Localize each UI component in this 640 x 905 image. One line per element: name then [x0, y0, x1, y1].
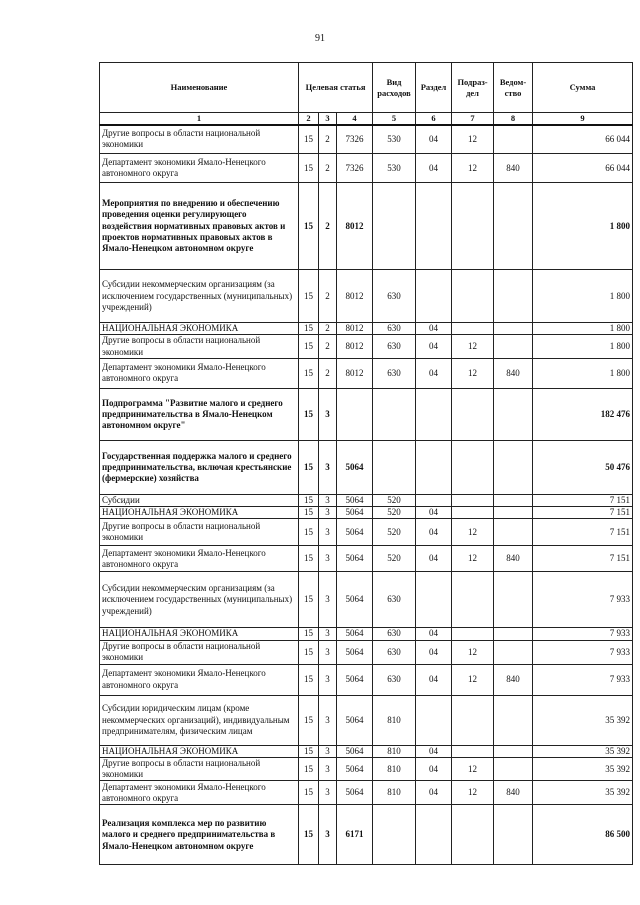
- header-row: [100, 63, 633, 113]
- table-row: [100, 664, 633, 695]
- table-row: [100, 440, 633, 494]
- cell-sum: 35 392: [533, 781, 633, 805]
- cell-subsection: 12: [452, 358, 494, 388]
- cell-department-code: 840: [494, 664, 533, 695]
- cell-subsection: [452, 323, 494, 335]
- colnum: 1: [100, 113, 299, 125]
- cell-section: 04: [416, 154, 452, 183]
- cell-row-name: НАЦИОНАЛЬНАЯ ЭКОНОМИКА: [100, 507, 299, 519]
- cell-sum: 50 476: [533, 440, 633, 494]
- cell-program-code: 15: [299, 745, 319, 757]
- cell-expense-type: [373, 440, 416, 494]
- cell-article-code: 8012: [337, 270, 373, 323]
- cell-expense-type: 520: [373, 519, 416, 546]
- table-row: [100, 805, 633, 865]
- cell-sum: 1 800: [533, 270, 633, 323]
- budget-table: [99, 62, 633, 865]
- cell-subsection: 12: [452, 335, 494, 359]
- cell-subsection: [452, 494, 494, 506]
- cell-expense-type: 630: [373, 323, 416, 335]
- table-row: [100, 335, 633, 359]
- cell-expense-type: 630: [373, 270, 416, 323]
- cell-program-code: 15: [299, 757, 319, 781]
- cell-subprogram-code: 2: [319, 335, 337, 359]
- cell-program-code: 15: [299, 507, 319, 519]
- cell-subprogram-code: 3: [319, 572, 337, 628]
- cell-row-name: Субсидии: [100, 494, 299, 506]
- cell-row-name: Департамент экономики Ямало-Ненецкого автономного округа: [100, 358, 299, 388]
- table-row: [100, 494, 633, 506]
- cell-sum: 35 392: [533, 745, 633, 757]
- cell-sum: 86 500: [533, 805, 633, 865]
- cell-row-name: Другие вопросы в области национальной экономики: [100, 519, 299, 546]
- cell-sum: 7 933: [533, 628, 633, 640]
- cell-program-code: 15: [299, 270, 319, 323]
- header-name: Наименование: [100, 63, 299, 113]
- cell-article-code: 7326: [337, 154, 373, 183]
- cell-subsection: [452, 805, 494, 865]
- cell-article-code: [337, 388, 373, 440]
- table-row: [100, 358, 633, 388]
- cell-article-code: 5064: [337, 572, 373, 628]
- table-row: [100, 695, 633, 745]
- cell-section: [416, 183, 452, 270]
- cell-subsection: 12: [452, 154, 494, 183]
- cell-department-code: [494, 805, 533, 865]
- cell-subsection: [452, 572, 494, 628]
- cell-article-code: 5064: [337, 628, 373, 640]
- table-row: [100, 507, 633, 519]
- cell-section: 04: [416, 546, 452, 572]
- cell-department-code: [494, 519, 533, 546]
- cell-section: [416, 270, 452, 323]
- cell-program-code: 15: [299, 519, 319, 546]
- cell-program-code: 15: [299, 154, 319, 183]
- table-row: [100, 323, 633, 335]
- cell-subprogram-code: 3: [319, 757, 337, 781]
- cell-expense-type: 520: [373, 507, 416, 519]
- cell-expense-type: 630: [373, 358, 416, 388]
- cell-program-code: 15: [299, 323, 319, 335]
- cell-article-code: 5064: [337, 695, 373, 745]
- cell-section: 04: [416, 745, 452, 757]
- cell-section: 04: [416, 335, 452, 359]
- cell-section: 04: [416, 757, 452, 781]
- cell-row-name: Другие вопросы в области национальной экономики: [100, 757, 299, 781]
- cell-row-name: Департамент экономики Ямало-Ненецкого автономного округа: [100, 781, 299, 805]
- table-row: [100, 125, 633, 154]
- cell-department-code: 840: [494, 781, 533, 805]
- cell-department-code: [494, 125, 533, 154]
- cell-program-code: 15: [299, 183, 319, 270]
- cell-section: 04: [416, 628, 452, 640]
- colnum: 9: [533, 113, 633, 125]
- cell-sum: 35 392: [533, 757, 633, 781]
- cell-program-code: 15: [299, 440, 319, 494]
- cell-expense-type: 530: [373, 154, 416, 183]
- cell-subsection: [452, 628, 494, 640]
- cell-subprogram-code: 2: [319, 183, 337, 270]
- cell-sum: 7 151: [533, 546, 633, 572]
- cell-subprogram-code: 3: [319, 494, 337, 506]
- cell-article-code: 5064: [337, 519, 373, 546]
- cell-department-code: 840: [494, 154, 533, 183]
- table-row: [100, 572, 633, 628]
- cell-expense-type: 810: [373, 781, 416, 805]
- cell-subprogram-code: 3: [319, 546, 337, 572]
- cell-row-name: Субсидии некоммерческим организациям (за исключением государственных (муниципальных) учреждений): [100, 270, 299, 323]
- cell-row-name: Подпрограмма "Развитие малого и среднего предпринимательства в Ямало-Ненецком автономном округе": [100, 388, 299, 440]
- cell-program-code: 15: [299, 494, 319, 506]
- cell-department-code: [494, 440, 533, 494]
- cell-department-code: [494, 695, 533, 745]
- cell-subsection: [452, 745, 494, 757]
- cell-article-code: 5064: [337, 546, 373, 572]
- colnum: 6: [416, 113, 452, 125]
- cell-row-name: Департамент экономики Ямало-Ненецкого автономного округа: [100, 546, 299, 572]
- cell-subsection: [452, 695, 494, 745]
- cell-article-code: 5064: [337, 640, 373, 664]
- cell-program-code: 15: [299, 125, 319, 154]
- cell-article-code: 8012: [337, 335, 373, 359]
- cell-expense-type: 630: [373, 664, 416, 695]
- cell-article-code: 5064: [337, 781, 373, 805]
- colnum: 5: [373, 113, 416, 125]
- cell-row-name: НАЦИОНАЛЬНАЯ ЭКОНОМИКА: [100, 323, 299, 335]
- cell-subprogram-code: 3: [319, 664, 337, 695]
- cell-sum: 7 151: [533, 519, 633, 546]
- cell-program-code: 15: [299, 640, 319, 664]
- cell-row-name: Другие вопросы в области национальной экономики: [100, 335, 299, 359]
- cell-section: [416, 494, 452, 506]
- column-numbers-row: [100, 113, 633, 125]
- cell-section: 04: [416, 323, 452, 335]
- cell-section: 04: [416, 507, 452, 519]
- cell-expense-type: 630: [373, 640, 416, 664]
- cell-section: [416, 440, 452, 494]
- cell-sum: 66 044: [533, 125, 633, 154]
- cell-subprogram-code: 3: [319, 745, 337, 757]
- cell-department-code: [494, 628, 533, 640]
- cell-subprogram-code: 3: [319, 628, 337, 640]
- cell-expense-type: 810: [373, 695, 416, 745]
- cell-department-code: [494, 757, 533, 781]
- cell-article-code: 5064: [337, 440, 373, 494]
- header-sum: Сумма: [533, 63, 633, 113]
- cell-subprogram-code: 3: [319, 519, 337, 546]
- cell-expense-type: 520: [373, 546, 416, 572]
- table-row: [100, 745, 633, 757]
- cell-section: 04: [416, 125, 452, 154]
- cell-expense-type: [373, 183, 416, 270]
- cell-article-code: 5064: [337, 745, 373, 757]
- cell-subprogram-code: 3: [319, 388, 337, 440]
- cell-row-name: НАЦИОНАЛЬНАЯ ЭКОНОМИКА: [100, 628, 299, 640]
- table-row: [100, 154, 633, 183]
- cell-subsection: 12: [452, 757, 494, 781]
- cell-article-code: 7326: [337, 125, 373, 154]
- cell-program-code: 15: [299, 572, 319, 628]
- cell-expense-type: 630: [373, 572, 416, 628]
- cell-program-code: 15: [299, 335, 319, 359]
- cell-department-code: [494, 388, 533, 440]
- cell-row-name: Другие вопросы в области национальной экономики: [100, 640, 299, 664]
- cell-sum: 66 044: [533, 154, 633, 183]
- cell-subprogram-code: 2: [319, 154, 337, 183]
- cell-row-name: Департамент экономики Ямало-Ненецкого автономного округа: [100, 154, 299, 183]
- table-row: [100, 781, 633, 805]
- cell-subsection: 12: [452, 125, 494, 154]
- cell-subprogram-code: 2: [319, 323, 337, 335]
- cell-sum: 7 151: [533, 494, 633, 506]
- cell-subprogram-code: 2: [319, 358, 337, 388]
- colnum: 8: [494, 113, 533, 125]
- cell-sum: 1 800: [533, 323, 633, 335]
- cell-expense-type: 630: [373, 335, 416, 359]
- cell-subsection: [452, 388, 494, 440]
- cell-row-name: Субсидии юридическим лицам (кроме некоммерческих организаций), индивидуальным предпринимателям, физическим лицам: [100, 695, 299, 745]
- cell-section: 04: [416, 664, 452, 695]
- cell-article-code: 5064: [337, 494, 373, 506]
- cell-article-code: 5064: [337, 664, 373, 695]
- cell-article-code: 6171: [337, 805, 373, 865]
- header-subsection: Подраз-дел: [452, 63, 494, 113]
- cell-sum: 1 800: [533, 358, 633, 388]
- cell-article-code: 5064: [337, 757, 373, 781]
- cell-expense-type: [373, 388, 416, 440]
- table-row: [100, 640, 633, 664]
- cell-article-code: 5064: [337, 507, 373, 519]
- cell-department-code: [494, 270, 533, 323]
- cell-program-code: 15: [299, 805, 319, 865]
- cell-section: [416, 388, 452, 440]
- cell-row-name: НАЦИОНАЛЬНАЯ ЭКОНОМИКА: [100, 745, 299, 757]
- cell-department-code: [494, 640, 533, 664]
- cell-expense-type: 520: [373, 494, 416, 506]
- cell-program-code: 15: [299, 388, 319, 440]
- colnum: 4: [337, 113, 373, 125]
- cell-section: 04: [416, 519, 452, 546]
- header-department: Ведом-ство: [494, 63, 533, 113]
- cell-article-code: 8012: [337, 323, 373, 335]
- cell-sum: 1 800: [533, 335, 633, 359]
- cell-section: [416, 695, 452, 745]
- cell-department-code: [494, 572, 533, 628]
- cell-expense-type: 630: [373, 628, 416, 640]
- cell-department-code: 840: [494, 546, 533, 572]
- cell-subprogram-code: 3: [319, 507, 337, 519]
- table-row: [100, 388, 633, 440]
- cell-subprogram-code: 3: [319, 640, 337, 664]
- cell-sum: 7 933: [533, 664, 633, 695]
- colnum: 2: [299, 113, 319, 125]
- cell-expense-type: 810: [373, 757, 416, 781]
- cell-row-name: Другие вопросы в области национальной экономики: [100, 125, 299, 154]
- cell-department-code: [494, 323, 533, 335]
- cell-subsection: 12: [452, 664, 494, 695]
- header-expense-type: Вид расходов: [373, 63, 416, 113]
- cell-expense-type: [373, 805, 416, 865]
- cell-subsection: [452, 440, 494, 494]
- cell-sum: 7 933: [533, 572, 633, 628]
- cell-program-code: 15: [299, 695, 319, 745]
- cell-sum: 182 476: [533, 388, 633, 440]
- cell-program-code: 15: [299, 781, 319, 805]
- cell-subsection: [452, 507, 494, 519]
- cell-row-name: Реализация комплекса мер по развитию малого и среднего предпринимательства в Ямало-Ненецком автономном округе: [100, 805, 299, 865]
- cell-subprogram-code: 3: [319, 440, 337, 494]
- table-row: [100, 628, 633, 640]
- cell-subsection: [452, 183, 494, 270]
- cell-row-name: Департамент экономики Ямало-Ненецкого автономного округа: [100, 664, 299, 695]
- cell-program-code: 15: [299, 546, 319, 572]
- cell-subsection: 12: [452, 781, 494, 805]
- cell-section: [416, 572, 452, 628]
- cell-subprogram-code: 3: [319, 695, 337, 745]
- cell-department-code: [494, 507, 533, 519]
- cell-department-code: [494, 183, 533, 270]
- cell-article-code: 8012: [337, 358, 373, 388]
- cell-expense-type: 810: [373, 745, 416, 757]
- cell-section: 04: [416, 781, 452, 805]
- cell-sum: 35 392: [533, 695, 633, 745]
- cell-expense-type: 530: [373, 125, 416, 154]
- table-row: [100, 183, 633, 270]
- cell-subsection: 12: [452, 519, 494, 546]
- cell-department-code: [494, 494, 533, 506]
- cell-program-code: 15: [299, 358, 319, 388]
- colnum: 7: [452, 113, 494, 125]
- cell-sum: 1 800: [533, 183, 633, 270]
- cell-subprogram-code: 2: [319, 125, 337, 154]
- cell-section: [416, 805, 452, 865]
- cell-section: 04: [416, 358, 452, 388]
- cell-department-code: 840: [494, 358, 533, 388]
- table-row: [100, 546, 633, 572]
- cell-subsection: 12: [452, 546, 494, 572]
- cell-sum: 7 933: [533, 640, 633, 664]
- cell-subsection: [452, 270, 494, 323]
- header-target-article: Целевая статья: [299, 63, 373, 113]
- cell-row-name: Государственная поддержка малого и среднего предпринимательства, включая крестьянские (фермерские) хозяйства: [100, 440, 299, 494]
- cell-section: 04: [416, 640, 452, 664]
- cell-row-name: Мероприятия по внедрению и обеспечению проведения оценки регулирующего воздействия нормативных правовых актов и проектов нормативных правовых актов в Ямало-Ненецком автономном округе: [100, 183, 299, 270]
- cell-program-code: 15: [299, 664, 319, 695]
- table-row: [100, 519, 633, 546]
- cell-department-code: [494, 335, 533, 359]
- page-number: 91: [315, 33, 325, 44]
- cell-row-name: Субсидии некоммерческим организациям (за исключением государственных (муниципальных) учреждений): [100, 572, 299, 628]
- cell-subsection: 12: [452, 640, 494, 664]
- cell-article-code: 8012: [337, 183, 373, 270]
- header-section: Раздел: [416, 63, 452, 113]
- cell-program-code: 15: [299, 628, 319, 640]
- cell-subprogram-code: 3: [319, 781, 337, 805]
- cell-department-code: [494, 745, 533, 757]
- cell-subprogram-code: 2: [319, 270, 337, 323]
- cell-sum: 7 151: [533, 507, 633, 519]
- cell-subprogram-code: 3: [319, 805, 337, 865]
- table-row: [100, 270, 633, 323]
- table-row: [100, 757, 633, 781]
- colnum: 3: [319, 113, 337, 125]
